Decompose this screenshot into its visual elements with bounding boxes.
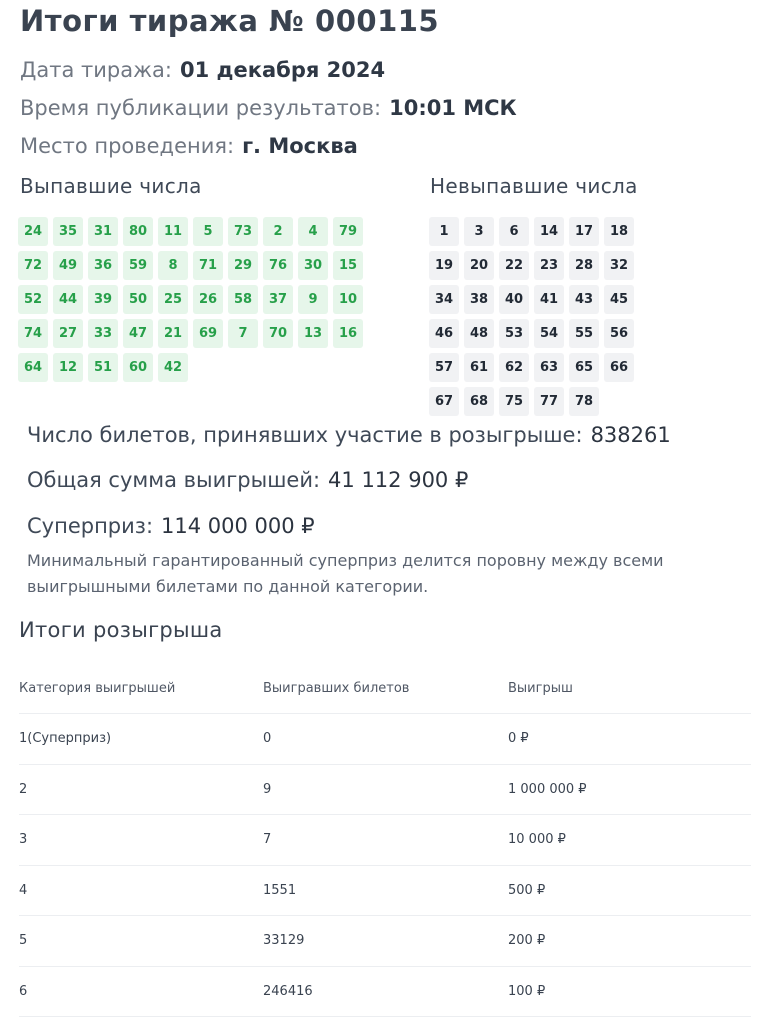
undrawn-number: 38 xyxy=(464,285,494,314)
page-title: Итоги тиража № 000115 xyxy=(20,4,440,38)
undrawn-number: 66 xyxy=(604,353,634,382)
undrawn-number: 68 xyxy=(464,387,494,416)
drawn-number: 12 xyxy=(53,353,83,382)
drawn-number: 35 xyxy=(53,217,83,246)
winners-cell: 9 xyxy=(263,781,272,797)
drawn-number: 69 xyxy=(193,319,223,348)
drawn-number: 4 xyxy=(298,217,328,246)
superprize xyxy=(27,514,315,538)
superprize-note: Минимальный гарантированный суперприз делится поровну между всеми выигрышными билетами по данной категории. xyxy=(27,551,664,596)
total-winnings-label: Общая сумма выигрышей: xyxy=(27,468,321,492)
prize-cell: 1 000 000 ₽ xyxy=(508,781,587,797)
undrawn-number: 14 xyxy=(534,217,564,246)
drawn-numbers-grid xyxy=(18,217,363,382)
category-cell: 1(Суперприз) xyxy=(19,731,112,747)
undrawn-number: 61 xyxy=(464,353,494,382)
undrawn-number: 46 xyxy=(429,319,459,348)
undrawn-number: 6 xyxy=(499,217,529,246)
prize-cell: 10 000 ₽ xyxy=(508,832,566,848)
total-winnings xyxy=(27,468,468,492)
column-header-category: Категория выигрышей xyxy=(19,681,176,696)
undrawn-number: 19 xyxy=(429,251,459,280)
undrawn-number: 62 xyxy=(499,353,529,382)
undrawn-number: 40 xyxy=(499,285,529,314)
undrawn-number: 41 xyxy=(534,285,564,314)
winners-cell: 0 xyxy=(263,731,272,747)
undrawn-number: 32 xyxy=(604,251,634,280)
drawn-number: 25 xyxy=(158,285,188,314)
drawn-number: 74 xyxy=(18,319,48,348)
undrawn-number: 63 xyxy=(534,353,564,382)
drawn-number: 64 xyxy=(18,353,48,382)
drawn-number: 70 xyxy=(263,319,293,348)
winners-cell: 1551 xyxy=(263,882,297,898)
draw-place-value: г. Москва xyxy=(242,134,358,158)
drawn-number: 58 xyxy=(228,285,258,314)
drawn-number: 8 xyxy=(158,251,188,280)
drawn-number: 47 xyxy=(123,319,153,348)
undrawn-numbers-heading: Невыпавшие числа xyxy=(430,174,638,198)
draw-date-label: Дата тиража: xyxy=(20,58,172,82)
drawn-number: 30 xyxy=(298,251,328,280)
drawn-number: 11 xyxy=(158,217,188,246)
undrawn-number: 55 xyxy=(569,319,599,348)
table-row xyxy=(19,815,751,866)
drawn-number: 72 xyxy=(18,251,48,280)
category-cell: 6 xyxy=(19,983,28,999)
drawn-number: 2 xyxy=(263,217,293,246)
superprize-value: 114 000 000 ₽ xyxy=(161,514,315,538)
draw-date xyxy=(20,58,385,82)
drawn-numbers-heading: Выпавшие числа xyxy=(20,174,202,198)
drawn-number: 59 xyxy=(123,251,153,280)
undrawn-number: 3 xyxy=(464,217,494,246)
drawn-number: 50 xyxy=(123,285,153,314)
undrawn-number: 18 xyxy=(604,217,634,246)
tickets-count-value: 838261 xyxy=(590,423,671,447)
undrawn-number: 56 xyxy=(604,319,634,348)
undrawn-number: 48 xyxy=(464,319,494,348)
undrawn-number: 22 xyxy=(499,251,529,280)
undrawn-number: 43 xyxy=(569,285,599,314)
table-row xyxy=(19,765,751,816)
publish-time-label: Время публикации результатов: xyxy=(20,96,382,120)
draw-place-label: Место проведения: xyxy=(20,134,235,158)
drawn-number: 5 xyxy=(193,217,223,246)
drawn-number: 76 xyxy=(263,251,293,280)
column-header-winners: Выигравших билетов xyxy=(263,681,410,696)
category-cell: 4 xyxy=(19,882,28,898)
drawn-number: 7 xyxy=(228,319,258,348)
undrawn-number: 57 xyxy=(429,353,459,382)
drawn-number: 24 xyxy=(18,217,48,246)
undrawn-number: 34 xyxy=(429,285,459,314)
undrawn-numbers-grid xyxy=(429,217,634,416)
drawn-number: 10 xyxy=(333,285,363,314)
total-winnings-value: 41 112 900 ₽ xyxy=(328,468,469,492)
drawn-number: 49 xyxy=(53,251,83,280)
drawn-number: 44 xyxy=(53,285,83,314)
tickets-count xyxy=(27,423,671,447)
drawn-number: 71 xyxy=(193,251,223,280)
drawn-number: 26 xyxy=(193,285,223,314)
superprize-label: Суперприз: xyxy=(27,514,154,538)
drawn-number: 73 xyxy=(228,217,258,246)
winners-cell: 246416 xyxy=(263,983,313,999)
table-row xyxy=(19,916,751,967)
drawn-number: 16 xyxy=(333,319,363,348)
publish-time-value: 10:01 МСК xyxy=(389,96,517,120)
drawn-number: 36 xyxy=(88,251,118,280)
table-row xyxy=(19,866,751,917)
drawn-number: 79 xyxy=(333,217,363,246)
drawn-number: 27 xyxy=(53,319,83,348)
prize-cell: 500 ₽ xyxy=(508,882,546,898)
prize-cell: 200 ₽ xyxy=(508,933,546,949)
drawn-number: 42 xyxy=(158,353,188,382)
drawn-number: 37 xyxy=(263,285,293,314)
prize-cell: 0 ₽ xyxy=(508,731,529,747)
drawn-number: 52 xyxy=(18,285,48,314)
undrawn-number: 78 xyxy=(569,387,599,416)
undrawn-number: 45 xyxy=(604,285,634,314)
undrawn-number: 65 xyxy=(569,353,599,382)
table-row xyxy=(19,967,751,1018)
drawn-number: 29 xyxy=(228,251,258,280)
winners-cell: 7 xyxy=(263,832,272,848)
undrawn-number: 1 xyxy=(429,217,459,246)
draw-date-value: 01 декабря 2024 xyxy=(180,58,386,82)
results-table-header xyxy=(19,664,751,714)
table-row xyxy=(19,714,751,765)
drawn-number: 33 xyxy=(88,319,118,348)
drawn-number: 51 xyxy=(88,353,118,382)
undrawn-number: 77 xyxy=(534,387,564,416)
drawn-number: 13 xyxy=(298,319,328,348)
drawn-number: 60 xyxy=(123,353,153,382)
results-table xyxy=(19,664,751,1017)
undrawn-number: 28 xyxy=(569,251,599,280)
tickets-count-label: Число билетов, принявших участие в розыгрыше: xyxy=(27,423,583,447)
drawn-number: 39 xyxy=(88,285,118,314)
undrawn-number: 23 xyxy=(534,251,564,280)
drawn-number: 21 xyxy=(158,319,188,348)
undrawn-number: 53 xyxy=(499,319,529,348)
drawn-number: 15 xyxy=(333,251,363,280)
category-cell: 5 xyxy=(19,933,28,949)
results-title: Итоги розыгрыша xyxy=(19,618,223,642)
winners-cell: 33129 xyxy=(263,933,305,949)
undrawn-number: 67 xyxy=(429,387,459,416)
category-cell: 3 xyxy=(19,832,28,848)
drawn-number: 9 xyxy=(298,285,328,314)
column-header-prize: Выигрыш xyxy=(508,681,573,696)
draw-place xyxy=(20,134,358,158)
undrawn-number: 20 xyxy=(464,251,494,280)
undrawn-number: 17 xyxy=(569,217,599,246)
drawn-number: 31 xyxy=(88,217,118,246)
publish-time xyxy=(20,96,517,120)
category-cell: 2 xyxy=(19,781,28,797)
prize-cell: 100 ₽ xyxy=(508,983,546,999)
drawn-number: 80 xyxy=(123,217,153,246)
undrawn-number: 75 xyxy=(499,387,529,416)
undrawn-number: 54 xyxy=(534,319,564,348)
